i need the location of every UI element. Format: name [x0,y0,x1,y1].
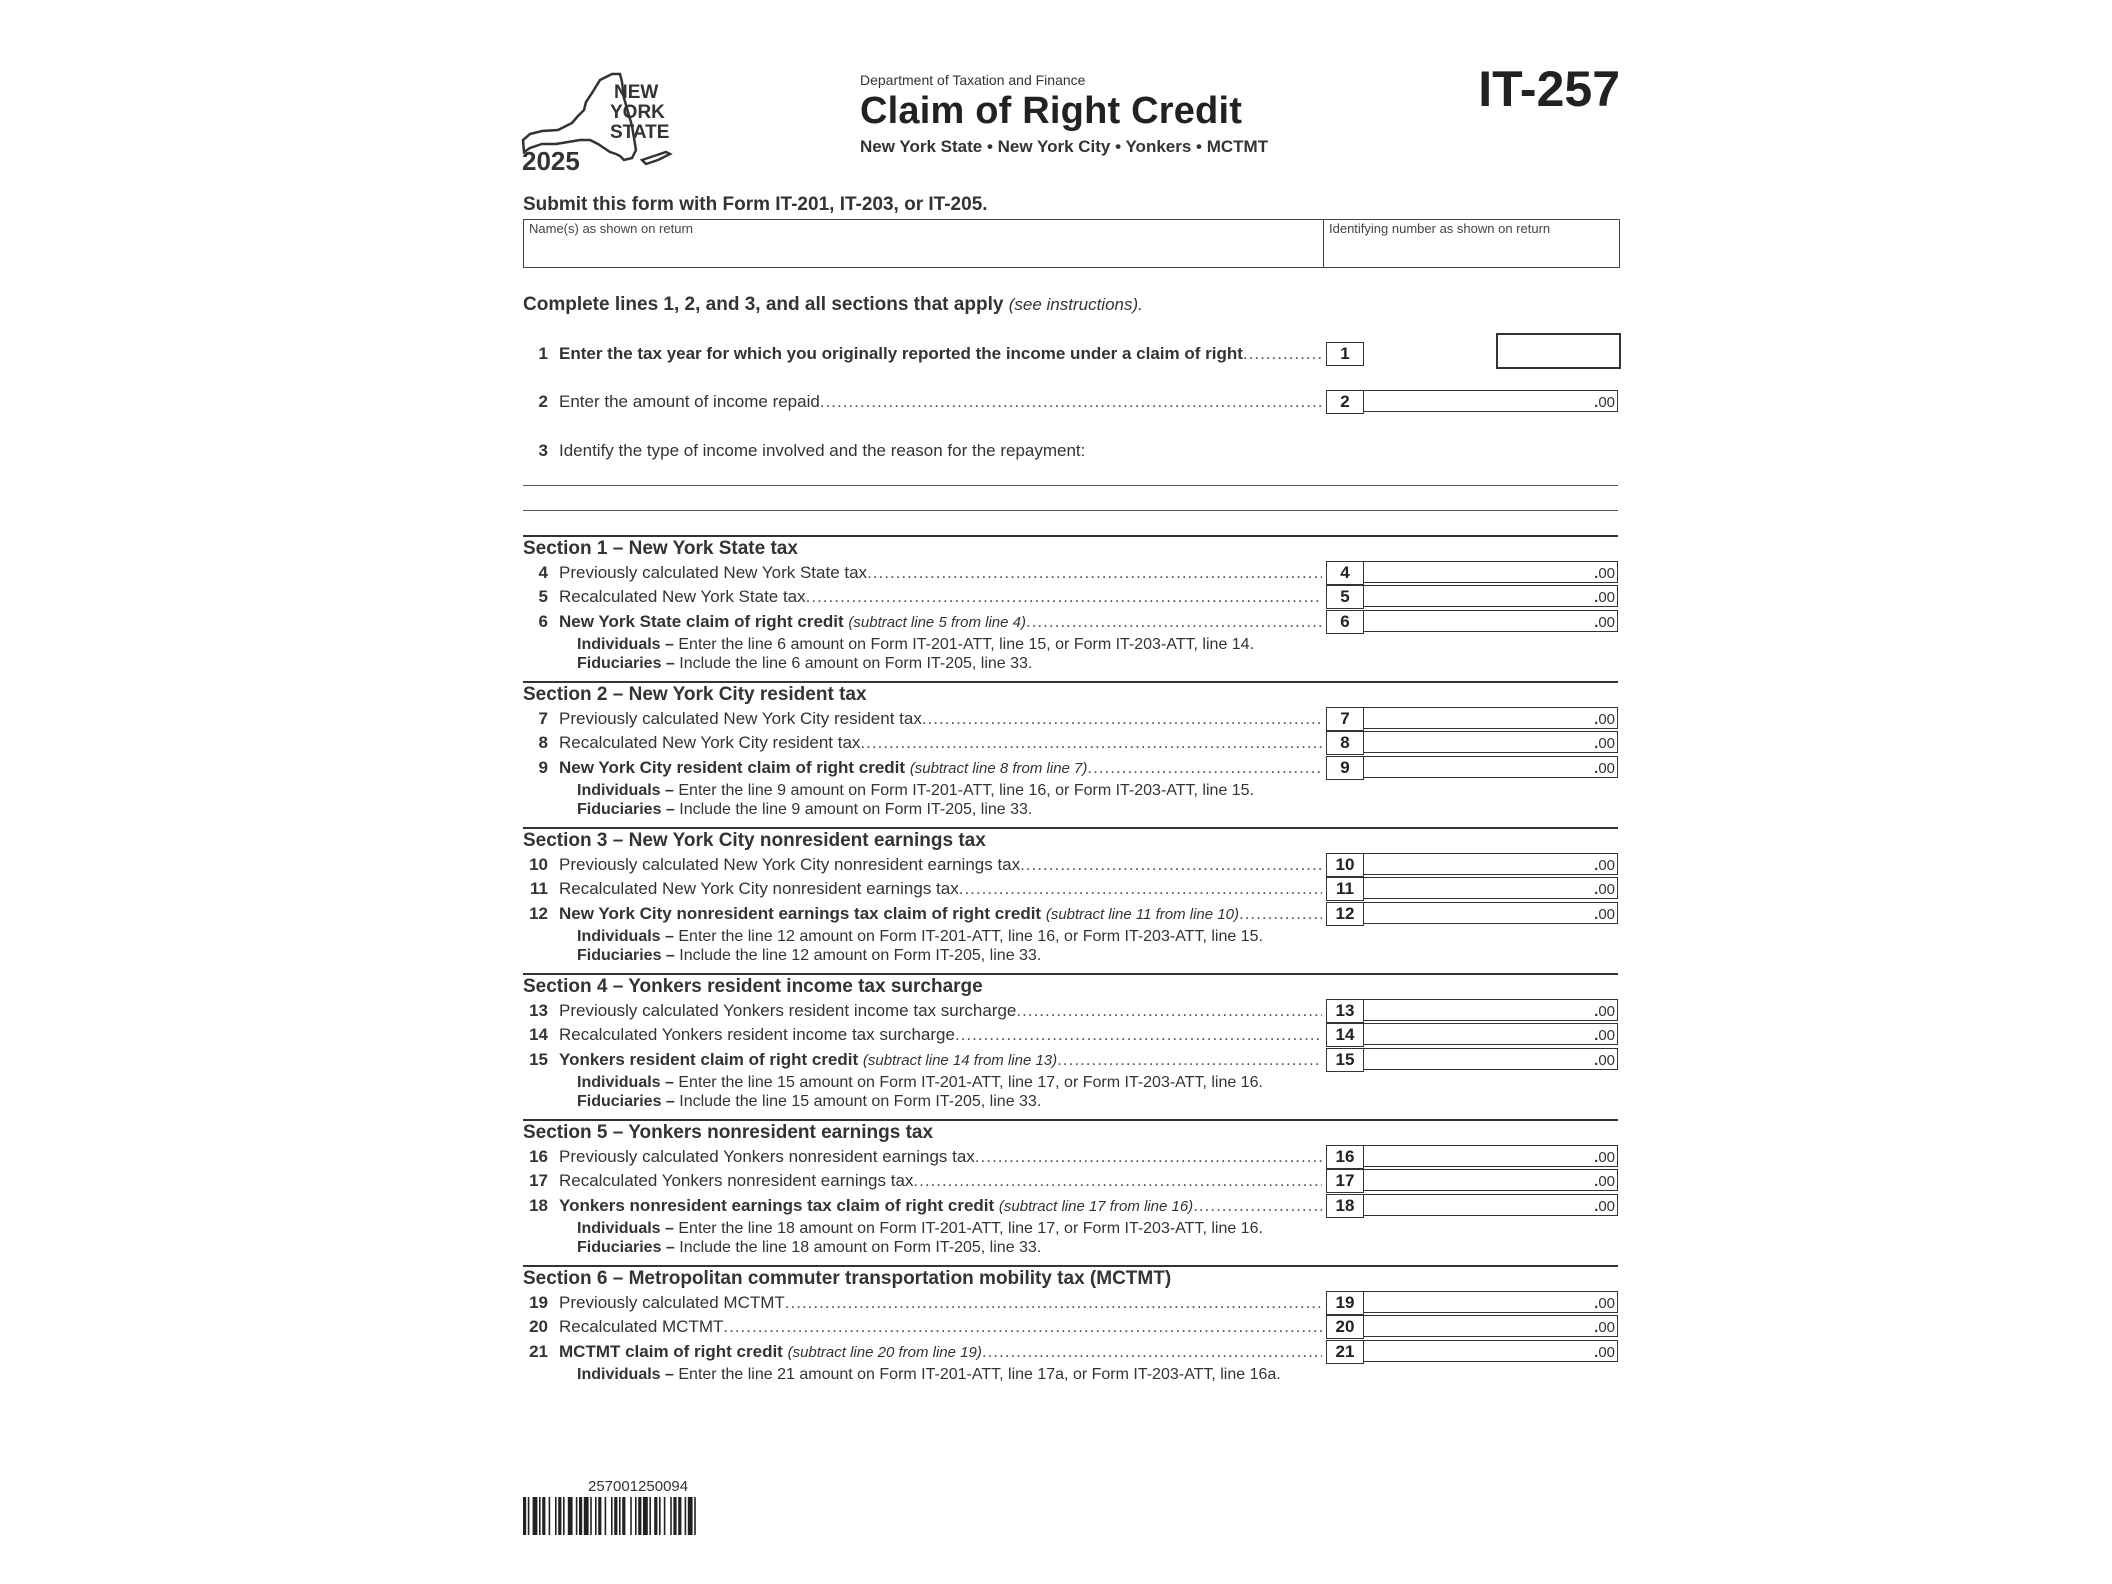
subtitle-part: MCTMT [1206,137,1269,156]
barcode-bar [576,1497,578,1535]
amount-input-line-12[interactable]: .00 [1363,902,1618,924]
barcode-bar [673,1497,676,1535]
line-box-number: 14 [1326,1023,1364,1047]
amount-input-line-20[interactable]: .00 [1363,1315,1618,1337]
line-box-number: 6 [1326,610,1364,634]
line-box-number: 1 [1326,342,1364,366]
line-label: Recalculated MCTMT [559,1317,724,1337]
line-label: Recalculated New York State tax [559,587,806,607]
line-12 [523,902,1322,926]
amount-input-line-10[interactable]: .00 [1363,853,1618,875]
line-label: Previously calculated New York City nonresident earnings tax [559,855,1021,874]
line-number: 4 [538,563,548,582]
leader-dots [1243,344,1322,364]
barcode-icon [523,1497,763,1535]
identifying-number-label: Identifying number as shown on return [1329,221,1551,236]
fiduciaries-text: Include the line 18 amount on Form IT-205, line 33. [679,1239,1042,1256]
line-label: Previously calculated Yonkers resident income tax surcharge [559,1001,1017,1020]
line-box-number: 10 [1326,853,1364,877]
line-number: 15 [529,1049,548,1069]
line-label: New York City resident claim of right credit (subtract line 8 from line 7) [559,757,1088,777]
line-17 [523,1169,1322,1193]
section-header-s4: Section 4 – Yonkers resident income tax surcharge [523,973,1618,998]
section-note [577,1073,1263,1111]
form-subtitle [860,137,1268,157]
line-label: Yonkers nonresident earnings tax claim of right credit (subtract line 17 from line 16) [559,1195,1194,1215]
line-number: 8 [538,733,548,753]
subtitle-part: New York State [860,137,983,156]
barcode-bar [622,1497,625,1535]
section-note [577,1219,1263,1257]
barcode-bar [688,1497,693,1535]
barcode-bar [611,1497,613,1535]
line-number: 14 [529,1025,548,1045]
line-number: 21 [529,1341,548,1361]
line-number: 5 [538,587,548,607]
logo-word-state: STATE [610,122,670,143]
leader-dots [959,879,1322,899]
line-box-number: 19 [1326,1291,1364,1315]
leader-dots [1239,904,1322,924]
repayment-reason-line[interactable] [523,510,1618,511]
new-york-state-outline-icon [520,68,690,174]
barcode-bar [638,1497,641,1535]
amount-input-line-14[interactable]: .00 [1363,1023,1618,1045]
section-header-s6: Section 6 – Metropolitan commuter transportation mobility tax (MCTMT) [523,1265,1618,1290]
line-16 [523,1145,1322,1169]
line-box-number: 20 [1326,1315,1364,1339]
line-box-number: 2 [1326,390,1364,414]
line-number: 10 [529,855,548,874]
leader-dots [867,563,1322,583]
line-15 [523,1048,1322,1072]
individuals-label: Individuals – [577,1366,674,1383]
barcode [523,1497,763,1535]
fiduciaries-label: Fiduciaries – [577,1239,675,1256]
line-9 [523,756,1322,780]
line-note: (subtract line 8 from line 7) [909,759,1088,777]
nys-logo [520,68,690,174]
line-box-number: 18 [1326,1194,1364,1218]
line-2 [523,390,1322,414]
line-5 [523,585,1322,609]
subtitle-part: New York City [997,137,1111,156]
individuals-label: Individuals – [577,636,674,653]
leader-dots [922,709,1322,729]
line-4 [523,561,1322,585]
logo-word-new: NEW [614,82,659,103]
line-label: Recalculated New York City resident tax [559,733,861,753]
amount-input-line-8[interactable]: .00 [1363,731,1618,753]
line-number: 7 [538,709,548,728]
line-8 [523,731,1322,755]
line-label: MCTMT claim of right credit (subtract line 20 from line 19) [559,1341,982,1361]
complete-text: Complete lines 1, 2, and 3, and all sections that apply [523,294,1004,315]
line-number: 17 [529,1171,548,1191]
leader-dots [1193,1196,1322,1216]
barcode-bar [528,1497,530,1535]
barcode-bar [685,1497,687,1535]
line-box-number: 21 [1326,1340,1364,1364]
leader-dots [1026,612,1322,632]
leader-dots [806,587,1322,607]
leader-dots [955,1025,1322,1045]
line-13 [523,999,1322,1023]
fiduciaries-text: Include the line 15 amount on Form IT-205, line 33. [679,1093,1042,1110]
barcode-bar [649,1497,651,1535]
amount-input-line-17[interactable]: .00 [1363,1169,1618,1191]
line-18 [523,1194,1322,1218]
line-box-number: 5 [1326,585,1364,609]
fiduciaries-label: Fiduciaries – [577,1093,675,1110]
barcode-bar [630,1497,632,1535]
section-header-s2: Section 2 – New York City resident tax [523,681,1618,706]
line-label: Enter the tax year for which you originally reported the income under a claim of right [559,344,1243,363]
fiduciaries-label: Fiduciaries – [577,655,675,672]
line-note: (subtract line 17 from line 16) [998,1197,1194,1215]
section-header-s1: Section 1 – New York State tax [523,535,1618,560]
amount-input-line-13[interactable]: .00 [1363,999,1618,1021]
barcode-bar [584,1497,589,1535]
barcode-bar [523,1497,526,1535]
section-note [577,927,1263,965]
barcode-bar [563,1497,565,1535]
line-box-number: 13 [1326,999,1364,1023]
barcode-bar [643,1497,648,1535]
line-1 [523,342,1322,366]
amount-input-line-7[interactable]: .00 [1363,707,1618,729]
line-6 [523,610,1322,634]
line-label: Previously calculated MCTMT [559,1293,785,1312]
line-10 [523,853,1322,877]
barcode-bar [539,1497,541,1535]
complete-instruction [523,294,1143,316]
individuals-label: Individuals – [577,928,674,945]
line-box-number: 17 [1326,1169,1364,1193]
taxpayer-id-box [523,219,1620,268]
line-label: Recalculated New York City nonresident earnings tax [559,879,959,899]
line-box-number: 9 [1326,756,1364,780]
individuals-label: Individuals – [577,1074,674,1091]
logo-year: 2025 [522,146,580,174]
barcode-bar [614,1497,617,1535]
section-note [577,1365,1281,1384]
fiduciaries-text: Include the line 6 amount on Form IT-205, line 33. [679,655,1033,672]
barcode-bar [568,1497,573,1535]
amount-input-line-15[interactable]: .00 [1363,1048,1618,1070]
barcode-bar [678,1497,681,1535]
line-box-number: 7 [1326,707,1364,731]
line-21 [523,1340,1322,1364]
barcode-bar [605,1497,607,1535]
form-number: IT-257 [1478,61,1620,117]
line-number: 6 [538,611,548,631]
individuals-text: Enter the line 15 amount on Form IT-201-ATT, line 17, or Form IT-203-ATT, line 16. [678,1074,1263,1091]
fiduciaries-text: Include the line 12 amount on Form IT-205, line 33. [679,947,1042,964]
amount-input-line-6[interactable]: .00 [1363,610,1618,632]
leader-dots [913,1171,1322,1191]
department-name: Department of Taxation and Finance [860,72,1086,88]
line-number: 3 [538,441,548,460]
line-number: 16 [529,1147,548,1166]
tax-year-input[interactable] [1496,333,1621,369]
name-field[interactable] [524,220,1324,267]
section-header-s3: Section 3 – New York City nonresident earnings tax [523,827,1618,852]
line-7 [523,707,1322,731]
line-number: 11 [530,879,548,899]
line-label: Recalculated Yonkers nonresident earnings tax [559,1171,914,1191]
subtitle-part: Yonkers [1125,137,1192,156]
amount-input-line-11[interactable]: .00 [1363,877,1618,899]
line-box-number: 4 [1326,561,1364,585]
line-number: 13 [529,1001,548,1020]
leader-dots [982,1342,1322,1362]
form-title: Claim of Right Credit [860,90,1243,132]
identifying-number-field[interactable] [1324,220,1555,267]
line-label: Enter the amount of income repaid [559,392,820,411]
barcode-bar [635,1497,637,1535]
barcode-bar [598,1497,601,1535]
amount-input-line-18[interactable]: .00 [1363,1194,1618,1216]
line-number: 12 [529,903,548,923]
line-3 [523,439,1322,463]
fiduciaries-label: Fiduciaries – [577,801,675,818]
barcode-bar [579,1497,582,1535]
line-label: Recalculated Yonkers resident income tax surcharge [559,1025,955,1045]
barcode-bar [670,1497,672,1535]
line-number: 20 [529,1317,548,1337]
line-box-number: 8 [1326,731,1364,755]
barcode-bar [533,1497,538,1535]
line-box-number: 16 [1326,1145,1364,1169]
amount-input-line-2[interactable]: .00 [1363,390,1618,412]
barcode-bar [549,1497,551,1535]
line-20 [523,1315,1322,1339]
barcode-bar [654,1497,657,1535]
line-number: 9 [538,757,548,777]
bullet-icon: • [1196,137,1207,156]
leader-dots [1087,758,1322,778]
section-note [577,781,1254,819]
barcode-bar [664,1497,666,1535]
section-header-s5: Section 5 – Yonkers nonresident earnings tax [523,1119,1618,1144]
amount-input-line-19[interactable]: .00 [1363,1291,1618,1313]
line-19 [523,1291,1322,1315]
barcode-bar [694,1497,696,1535]
leader-dots [785,1293,1322,1313]
leader-dots [723,1317,1322,1337]
name-field-label: Name(s) as shown on return [529,221,694,236]
barcode-bar [659,1497,661,1535]
barcode-bar [542,1497,545,1535]
individuals-text: Enter the line 12 amount on Form IT-201-ATT, line 16, or Form IT-203-ATT, line 15. [678,928,1263,945]
line-note: (subtract line 14 from line 13) [862,1051,1058,1069]
line-label: Previously calculated Yonkers nonresident earnings tax [559,1147,975,1166]
line-box-number: 15 [1326,1048,1364,1072]
leader-dots [820,392,1322,412]
line-11 [523,877,1322,901]
leader-dots [1020,855,1322,875]
individuals-text: Enter the line 18 amount on Form IT-201-ATT, line 17, or Form IT-203-ATT, line 16. [678,1220,1263,1237]
individuals-text: Enter the line 21 amount on Form IT-201-ATT, line 17a, or Form IT-203-ATT, line 16a. [678,1366,1281,1383]
line-label: New York City nonresident earnings tax claim of right credit (subtract line 11 from line 10) [559,903,1239,923]
line-box-number: 12 [1326,902,1364,926]
leader-dots [1057,1050,1322,1070]
amount-input-line-4[interactable]: .00 [1363,561,1618,583]
section-note [577,635,1254,673]
individuals-label: Individuals – [577,782,674,799]
barcode-number: 257001250094 [588,1478,689,1495]
fiduciaries-text: Include the line 9 amount on Form IT-205, line 33. [679,801,1033,818]
line-label: Yonkers resident claim of right credit (subtract line 14 from line 13) [559,1049,1058,1069]
amount-input-line-9[interactable]: .00 [1363,756,1618,778]
line-number: 1 [538,344,548,363]
barcode-bar [590,1497,592,1535]
leader-dots [975,1147,1322,1167]
barcode-bar [595,1497,597,1535]
fiduciaries-label: Fiduciaries – [577,947,675,964]
logo-word-york: YORK [610,102,665,123]
line-label: New York State claim of right credit (subtract line 5 from line 4) [559,611,1026,631]
line-label: Identify the type of income involved and the reason for the repayment: [559,441,1086,460]
barcode-bar [558,1497,561,1535]
individuals-text: Enter the line 6 amount on Form IT-201-ATT, line 15, or Form IT-203-ATT, line 14. [678,636,1255,653]
line-note: (subtract line 5 from line 4) [848,613,1026,631]
leader-dots [860,733,1322,753]
individuals-label: Individuals – [577,1220,674,1237]
line-number: 18 [529,1195,548,1215]
line-label: Previously calculated New York State tax [559,563,868,582]
line-number: 2 [538,392,548,411]
line-note: (subtract line 11 from line 10) [1045,905,1239,923]
line-label: Previously calculated New York City resident tax [559,709,922,728]
amount-input-line-5[interactable]: .00 [1363,585,1618,607]
bullet-icon: • [1115,137,1126,156]
submit-instruction: Submit this form with Form IT-201, IT-203, or IT-205. [523,194,988,215]
line-14 [523,1023,1322,1047]
amount-input-line-16[interactable]: .00 [1363,1145,1618,1167]
leader-dots [1016,1001,1322,1021]
barcode-bar [619,1497,621,1535]
barcode-bar [555,1497,557,1535]
line-box-number: 11 [1326,877,1364,901]
complete-note: (see instructions). [1008,295,1143,314]
amount-input-line-21[interactable]: .00 [1363,1340,1618,1362]
line-note: (subtract line 20 from line 19) [787,1343,982,1361]
bullet-icon: • [986,137,998,156]
line-number: 19 [529,1293,548,1312]
individuals-text: Enter the line 9 amount on Form IT-201-ATT, line 16, or Form IT-203-ATT, line 15. [678,782,1255,799]
repayment-reason-line[interactable] [523,485,1618,486]
